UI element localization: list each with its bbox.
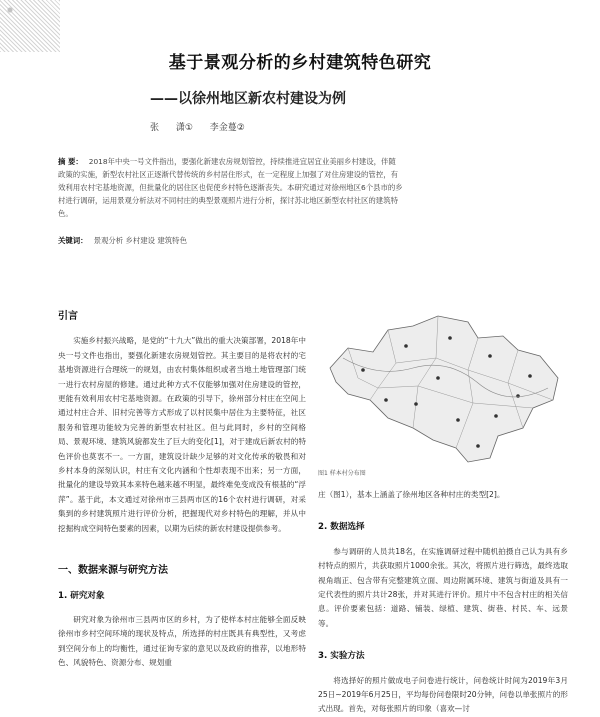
- section2-paragraph: 参与调研的人员共18名，在实施调研过程中随机拍摄自己认为具有乡村特点的照片，共获取照片1000余张。其次，将照片进行筛选，最终选取视角端正、包含带有完整建筑立面、周边附属环境、建筑与街道及具有一定代表性的照片共计28张，并对其进行评价。照片中不包含村庄的相关信息。评价要素包括：道路、铺装、绿植、建筑、街巷、村民、车、远景等。: [318, 546, 568, 628]
- paper-subtitle: ——以徐州地区新农村建设为例: [150, 91, 346, 107]
- section1-heading: 一、数据来源与研究方法: [58, 565, 168, 577]
- keywords-text: 景观分析 乡村建设 建筑特色: [93, 236, 187, 245]
- paper-authors: 张 潇① 李金蔓②: [150, 123, 245, 133]
- intro-heading: 引言: [58, 311, 78, 322]
- abstract-label: 摘 要：: [58, 157, 83, 166]
- section1-subheading: 1. 研究对象: [58, 590, 105, 601]
- section3-heading: 3. 实验方法: [318, 651, 365, 662]
- abstract-text: 2018年中央一号文件指出，要强化新建农房规划管控，持续推进宜居宜业美丽乡村建设，伴随政策的实施，新型农村社区正逐渐代替传统的乡村居住形式，在一定程度上加强了对住房建设的管控，有效利用农村宅基地资源，但批量化的居住区也促使乡村特色逐渐丧失。本研究通过对徐州地区6个县市的乡村进行调研，运用景观分析法对不同村庄的典型景观照片进行分析，探讨苏北地区新型农村社区的建筑特色。: [58, 157, 403, 218]
- intro-paragraph: 实施乡村振兴战略，是党的“十九大”做出的重大决策部署，2018年中央一号文件也指出，要强化新建农房规划管控。其主要目的是将农村的宅基地资源进行合理统一的规划，由农村集体组织或者当地土地管理部门统一进行农村房屋的修建。通过此种方式不仅能够加强对住房建设的管控，更能有效利用农村宅基地资源。在政策的引导下，徐州部分村庄在空间上通过村庄合并、旧村完善等方式形成了以村民集中居住为主要特征，社区服务和管理功能较为完善的新型农村社区。但与此同时，乡村的空间格局、景观环境、建筑风貌都发生了巨大的变化[1]，对于建成后新农村的特色评价也莫衷不一。一方面，建筑设计缺少足够的对文化传承的敬畏和对乡村本身的深刻认识，村庄有文化内涵和个性却表现不出来；另一方面，批量化的建设导致其本来特色越来越不明显，最终难免变成没有根基的“浮萍”。基于此，本文通过对徐州市三县两市区的16个农村进行调研，对采集到的乡村建筑照片进行评价分析，把握现代对乡村特色的理解，并从中挖掘构成空间特色要素的因素，以期为后续的新农村建设提供参考。: [58, 336, 306, 533]
- keywords-block: [58, 235, 403, 246]
- sample-village-map: [318, 308, 570, 468]
- left-column: [58, 310, 306, 671]
- paper-title: 基于景观分析的乡村建筑特色研究: [168, 53, 432, 73]
- section3-paragraph: 将选择好的照片做成电子问卷进行统计，问卷统计时间为2019年3月25日~2019年6月25日，平均每份问卷限时20分钟，问卷以单张照片的形式出现。首先，对每张照片的印象（喜欢—讨: [318, 675, 568, 714]
- continued-text: 庄（图1），基本上涵盖了徐州地区各种村庄的类型[2]。: [318, 490, 505, 499]
- section1-paragraph: 研究对象为徐州市三县两市区的乡村，为了使样本村庄能够全面反映徐州市乡村空间环境的现状及特点，所选择的村庄既具有典型性，又考虑到空间分布上的均衡性，通过征询专家的意见以及政府的推荐，以地形特色、风貌特色、资源分布、规划重: [58, 614, 306, 668]
- figure-caption: 图1 样本村分布图: [318, 470, 366, 477]
- keywords-label: 关键词：: [58, 236, 88, 245]
- abstract-block: [58, 155, 403, 220]
- scan-artifact: [0, 0, 60, 52]
- section2-heading: 2. 数据选择: [318, 522, 365, 533]
- right-column: [318, 488, 568, 717]
